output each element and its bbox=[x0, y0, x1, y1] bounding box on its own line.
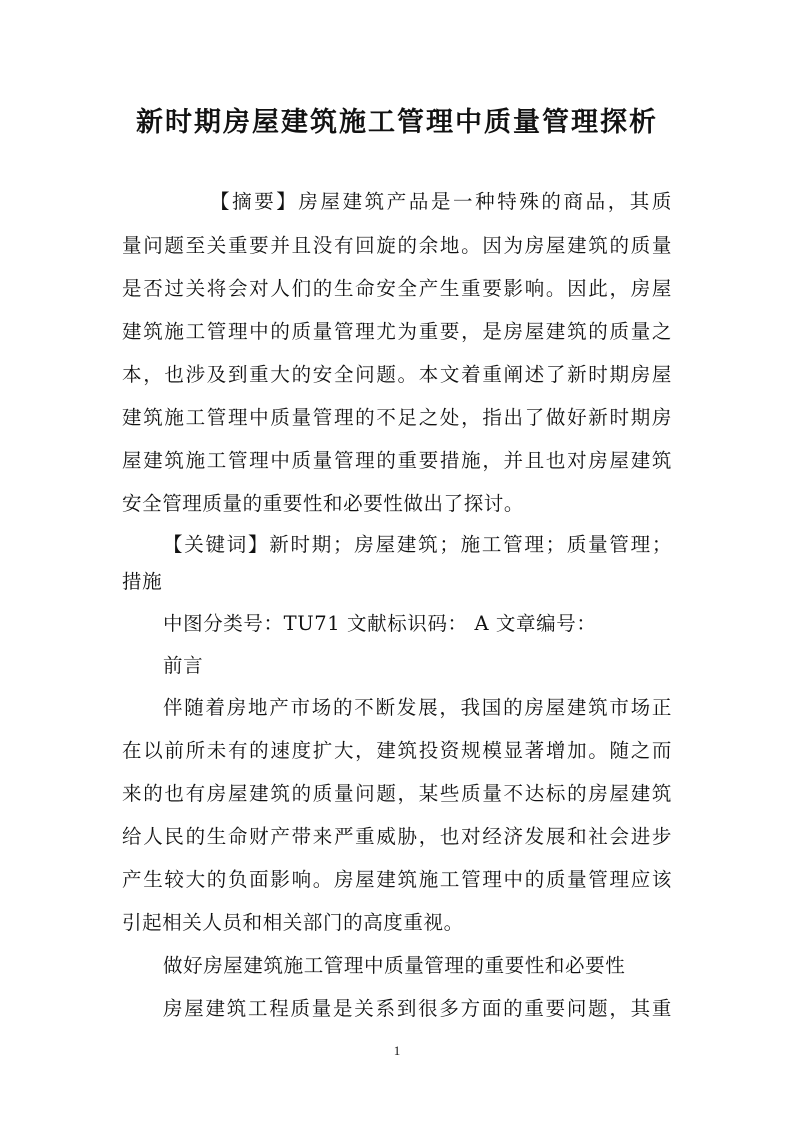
abstract-line: 【摘要】房屋建筑产品是一种特殊的商品，其质 bbox=[210, 190, 672, 213]
keywords-line: 【关键词】新时期；房屋建筑；施工管理；质量管理； bbox=[163, 533, 672, 556]
body-line: 在以前所未有的速度扩大，建筑投资规模显著增加。随之而 bbox=[122, 739, 672, 762]
body-line: 给人民的生命财产带来严重威胁，也对经济发展和社会进步 bbox=[122, 825, 672, 848]
page-title: 新时期房屋建筑施工管理中质量管理探析 bbox=[136, 107, 658, 138]
body-line: 引起相关人员和相关部门的高度重视。 bbox=[122, 911, 464, 934]
abstract-line: 建筑施工管理中的质量管理尤为重要，是房屋建筑的质量之 bbox=[122, 320, 672, 343]
body-line: 伴随着房地产市场的不断发展，我国的房屋建筑市场正 bbox=[163, 696, 672, 719]
abstract-line: 屋建筑施工管理中质量管理的重要措施，并且也对房屋建筑 bbox=[122, 449, 672, 472]
abstract-line: 安全管理质量的重要性和必要性做出了探讨。 bbox=[122, 492, 525, 515]
body-line: 房屋建筑工程质量是关系到很多方面的重要问题，其重 bbox=[163, 997, 672, 1020]
classification-line: 中图分类号：TU71 文献标识码： A 文章编号： bbox=[163, 612, 597, 635]
page-number: 1 bbox=[393, 1043, 401, 1058]
body-line: 来的也有房屋建筑的质量问题，某些质量不达标的房屋建筑 bbox=[122, 782, 672, 805]
abstract-line: 本，也涉及到重大的安全问题。本文着重阐述了新时期房屋 bbox=[122, 363, 672, 386]
section-heading: 做好房屋建筑施工管理中质量管理的重要性和必要性 bbox=[163, 954, 626, 977]
abstract-line: 量问题至关重要并且没有回旋的余地。因为房屋建筑的质量 bbox=[122, 234, 672, 257]
keywords-line: 措施 bbox=[122, 570, 163, 593]
abstract-line: 建筑施工管理中质量管理的不足之处，指出了做好新时期房 bbox=[122, 406, 672, 429]
section-heading: 前言 bbox=[163, 654, 204, 677]
abstract-line: 是否过关将会对人们的生命安全产生重要影响。因此，房屋 bbox=[122, 277, 672, 300]
body-line: 产生较大的负面影响。房屋建筑施工管理中的质量管理应该 bbox=[122, 868, 672, 891]
